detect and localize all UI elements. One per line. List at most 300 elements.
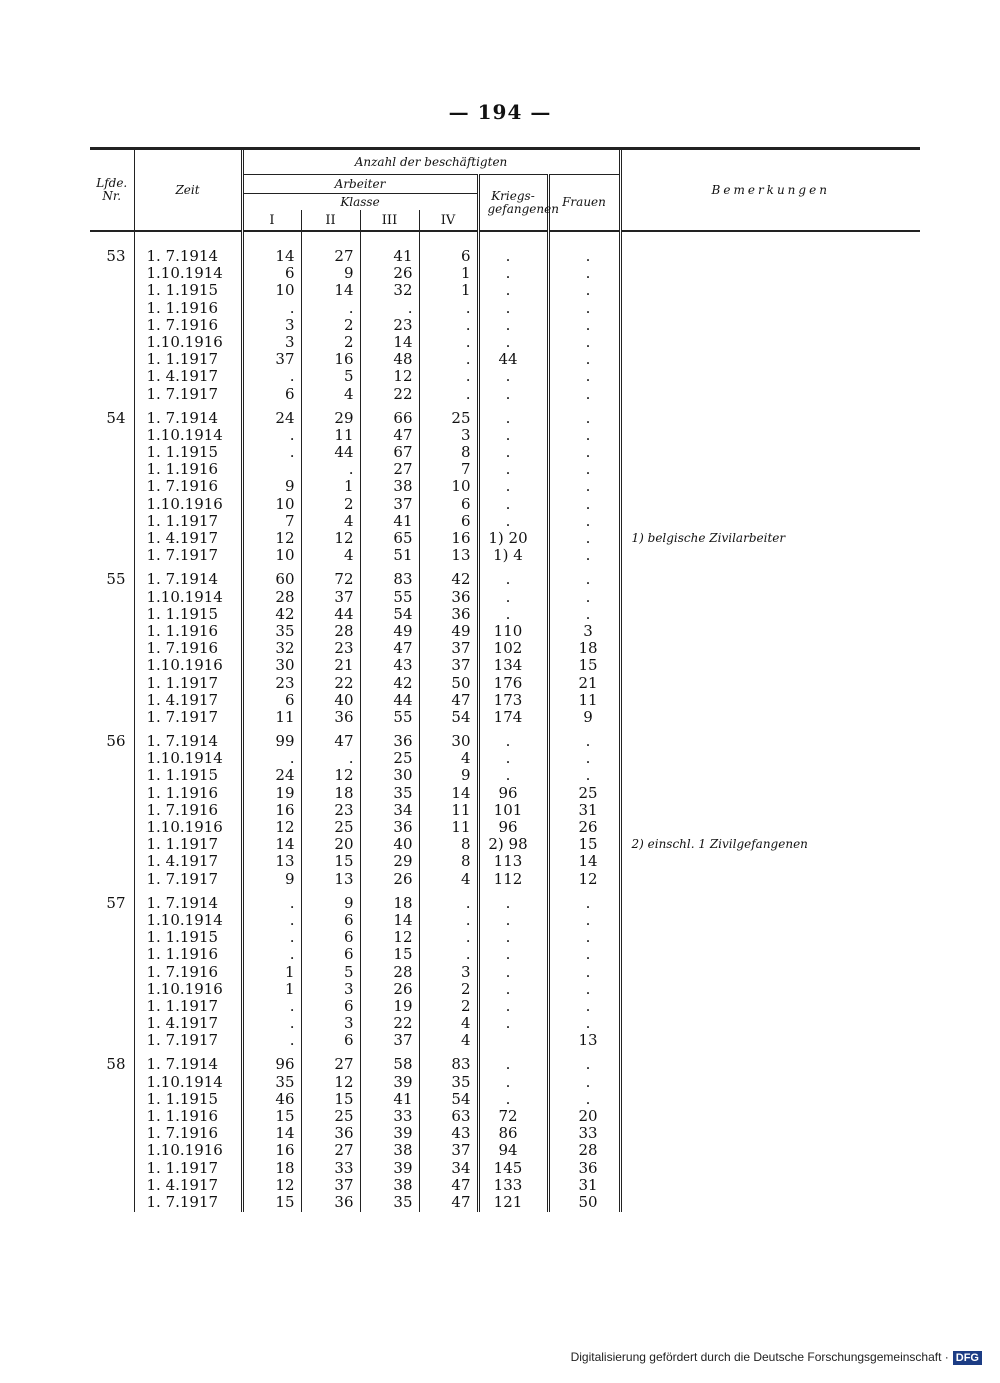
cell-date: 1. 7.1916 — [134, 964, 242, 981]
cell-bem — [620, 478, 920, 495]
cell-kg: . — [478, 1074, 548, 1091]
cell-fr: 3 — [548, 623, 620, 640]
table-row — [90, 1160, 920, 1177]
cell-bem — [620, 410, 920, 427]
cell-k3: 26 — [360, 265, 419, 282]
cell-date: 1. 7.1917 — [134, 871, 242, 888]
cell-fr: . — [548, 513, 620, 530]
cell-k2: 13 — [301, 871, 360, 888]
cell-date: 1.10.1914 — [134, 589, 242, 606]
cell-kg: . — [478, 317, 548, 334]
cell-kg: . — [478, 964, 548, 981]
cell-k3: 14 — [360, 334, 419, 351]
cell-lfd-nr — [90, 368, 134, 385]
cell-bem — [620, 606, 920, 623]
cell-bem — [620, 802, 920, 819]
cell-k4: 36 — [419, 589, 478, 606]
cell-kg: . — [478, 998, 548, 1015]
cell-k1: 10 — [242, 282, 301, 299]
cell-kg: . — [478, 571, 548, 588]
cell-bem — [620, 1091, 920, 1108]
cell-kg: 72 — [478, 1108, 548, 1125]
cell-bem — [620, 623, 920, 640]
cell-lfd-nr — [90, 282, 134, 299]
cell-lfd-nr: 56 — [106, 732, 126, 751]
cell-k3: 58 — [360, 1056, 419, 1073]
cell-bem — [620, 1056, 920, 1073]
cell-kg: 112 — [478, 871, 548, 888]
cell-k1: 24 — [242, 767, 301, 784]
cell-k4: 8 — [419, 444, 478, 461]
cell-lfd-nr — [90, 300, 134, 317]
cell-kg: . — [478, 589, 548, 606]
footer-note — [571, 1350, 982, 1365]
cell-lfd-nr — [90, 1160, 134, 1177]
header-class-1: I — [242, 210, 301, 231]
cell-lfd-nr — [90, 981, 134, 998]
cell-kg: . — [478, 750, 548, 767]
cell-fr: . — [548, 496, 620, 513]
page-number-value: 194 — [477, 100, 523, 124]
cell-k4: 8 — [419, 836, 478, 853]
cell-k4: 35 — [419, 1074, 478, 1091]
cell-k3: 34 — [360, 802, 419, 819]
cell-k1: 12 — [242, 819, 301, 836]
cell-k2: 23 — [301, 802, 360, 819]
cell-kg: . — [478, 248, 548, 265]
cell-k4: 16 — [419, 530, 478, 547]
cell-bem — [620, 265, 920, 282]
cell-fr: 11 — [548, 692, 620, 709]
table-row — [90, 282, 920, 299]
cell-k4: . — [419, 351, 478, 368]
cell-k2: 27 — [301, 1142, 360, 1159]
cell-kg: 102 — [478, 640, 548, 657]
cell-lfd-nr — [90, 998, 134, 1015]
cell-k2: 12 — [301, 1074, 360, 1091]
cell-lfd-nr — [90, 265, 134, 282]
cell-kg: 1) 20 — [478, 530, 548, 547]
cell-k1: 30 — [242, 657, 301, 674]
cell-bem — [620, 750, 920, 767]
cell-bem — [620, 547, 920, 564]
table-row — [90, 496, 920, 513]
cell-k2: 11 — [301, 427, 360, 444]
cell-k4: . — [419, 300, 478, 317]
dfg-logo: DFG — [953, 1351, 982, 1365]
cell-k1: 19 — [242, 785, 301, 802]
cell-k1: 28 — [242, 589, 301, 606]
cell-date: 1. 7.1917 — [134, 386, 242, 403]
cell-k2: 44 — [301, 606, 360, 623]
cell-date: 1. 1.1917 — [134, 513, 242, 530]
table-row — [90, 802, 920, 819]
cell-k2: 2 — [301, 334, 360, 351]
cell-kg: 110 — [478, 623, 548, 640]
cell-date: 1. 7.1916 — [134, 640, 242, 657]
cell-k4: 63 — [419, 1108, 478, 1125]
cell-lfd-nr — [90, 640, 134, 657]
cell-bem — [620, 496, 920, 513]
cell-k3: 37 — [360, 1032, 419, 1049]
cell-k1: 1 — [242, 964, 301, 981]
cell-k3: 38 — [360, 1177, 419, 1194]
cell-kg: 96 — [478, 785, 548, 802]
header-class-2: II — [301, 210, 360, 231]
cell-kg: 101 — [478, 802, 548, 819]
table-body — [90, 231, 920, 1212]
cell-k3: 29 — [360, 853, 419, 870]
cell-fr: . — [548, 733, 620, 750]
cell-date: 1. 1.1915 — [134, 1091, 242, 1108]
cell-k2: 6 — [301, 912, 360, 929]
cell-lfd-nr — [90, 461, 134, 478]
cell-lfd-nr — [90, 785, 134, 802]
cell-lfd-nr — [90, 1194, 134, 1212]
cell-k2: 6 — [301, 929, 360, 946]
cell-fr: . — [548, 1015, 620, 1032]
cell-date: 1.10.1916 — [134, 334, 242, 351]
cell-date: 1. 7.1914 — [134, 895, 242, 912]
cell-lfd-nr — [90, 853, 134, 870]
cell-k2: 12 — [301, 767, 360, 784]
cell-k4: 3 — [419, 964, 478, 981]
cell-k2: 6 — [301, 998, 360, 1015]
cell-k4: 13 — [419, 547, 478, 564]
cell-k2: 6 — [301, 1032, 360, 1049]
table-row — [90, 895, 920, 912]
cell-bem — [620, 368, 920, 385]
cell-k1: 13 — [242, 853, 301, 870]
cell-lfd-nr — [90, 606, 134, 623]
cell-fr: . — [548, 334, 620, 351]
cell-bem — [620, 895, 920, 912]
cell-k3: 55 — [360, 709, 419, 726]
header-klasse: Klasse — [242, 194, 478, 211]
cell-k1 — [242, 461, 301, 478]
cell-k4: . — [419, 386, 478, 403]
cell-lfd-nr — [90, 547, 134, 564]
cell-date: 1.10.1914 — [134, 265, 242, 282]
cell-date: 1. 1.1915 — [134, 606, 242, 623]
cell-k2: 47 — [301, 733, 360, 750]
cell-k3: 19 — [360, 998, 419, 1015]
cell-date: 1. 1.1917 — [134, 836, 242, 853]
cell-kg: . — [478, 513, 548, 530]
table-row — [90, 946, 920, 963]
cell-k4: 6 — [419, 248, 478, 265]
table-row — [90, 657, 920, 674]
cell-kg: . — [478, 496, 548, 513]
cell-k3: 12 — [360, 929, 419, 946]
cell-k2: . — [301, 750, 360, 767]
cell-date: 1. 7.1914 — [134, 571, 242, 588]
cell-k2: 29 — [301, 410, 360, 427]
cell-date: 1. 4.1917 — [134, 1015, 242, 1032]
cell-date: 1. 7.1916 — [134, 802, 242, 819]
cell-fr: 18 — [548, 640, 620, 657]
table-row — [90, 606, 920, 623]
cell-k2: . — [301, 461, 360, 478]
cell-lfd-nr — [90, 767, 134, 784]
cell-lfd-nr — [90, 317, 134, 334]
table-row — [90, 444, 920, 461]
cell-k3: 38 — [360, 478, 419, 495]
cell-lfd-nr — [90, 929, 134, 946]
table-row — [90, 819, 920, 836]
cell-k1: 18 — [242, 1160, 301, 1177]
cell-k2: 72 — [301, 571, 360, 588]
table-row — [90, 709, 920, 726]
header-bemerkungen: Bemerkungen — [620, 150, 920, 231]
cell-fr: . — [548, 589, 620, 606]
cell-k1: . — [242, 1032, 301, 1049]
cell-bem — [620, 871, 920, 888]
header-arbeiter: Arbeiter — [242, 175, 478, 194]
cell-fr: . — [548, 530, 620, 547]
cell-k1: 16 — [242, 802, 301, 819]
cell-date: 1. 1.1916 — [134, 300, 242, 317]
cell-date: 1. 7.1914 — [134, 248, 242, 265]
cell-fr: 14 — [548, 853, 620, 870]
cell-lfd-nr — [90, 513, 134, 530]
cell-bem — [620, 964, 920, 981]
table-row — [90, 427, 920, 444]
cell-bem — [620, 444, 920, 461]
cell-k1: 14 — [242, 1125, 301, 1142]
cell-date: 1.10.1914 — [134, 750, 242, 767]
cell-bem — [620, 853, 920, 870]
cell-fr: 15 — [548, 657, 620, 674]
table-row — [90, 571, 920, 588]
cell-bem — [620, 248, 920, 265]
cell-k1: 12 — [242, 530, 301, 547]
cell-date: 1. 1.1917 — [134, 1160, 242, 1177]
cell-lfd-nr — [90, 386, 134, 403]
cell-lfd-nr — [90, 964, 134, 981]
cell-fr: . — [548, 368, 620, 385]
table-row — [90, 1125, 920, 1142]
cell-date: 1. 1.1917 — [134, 351, 242, 368]
cell-bem — [620, 1125, 920, 1142]
cell-lfd-nr: 53 — [106, 247, 126, 265]
cell-lfd-nr: 55 — [106, 570, 126, 589]
cell-k3: 33 — [360, 1108, 419, 1125]
cell-fr: . — [548, 750, 620, 767]
table-row — [90, 998, 920, 1015]
cell-k3: 39 — [360, 1160, 419, 1177]
cell-bem — [620, 1194, 920, 1212]
cell-k3: 48 — [360, 351, 419, 368]
cell-kg: . — [478, 1056, 548, 1073]
cell-fr: . — [548, 547, 620, 564]
cell-k3: 26 — [360, 871, 419, 888]
cell-k2: 5 — [301, 964, 360, 981]
cell-date: 1. 1.1916 — [134, 1108, 242, 1125]
cell-bem — [620, 657, 920, 674]
cell-lfd-nr: 57 — [106, 893, 126, 912]
cell-k1: . — [242, 998, 301, 1015]
cell-bem — [620, 351, 920, 368]
cell-fr: . — [548, 461, 620, 478]
table-row — [90, 265, 920, 282]
cell-bem — [620, 513, 920, 530]
cell-kg: . — [478, 410, 548, 427]
cell-k4: 2 — [419, 998, 478, 1015]
cell-lfd-nr — [90, 589, 134, 606]
cell-k2: 1 — [301, 478, 360, 495]
cell-date: 1. 7.1916 — [134, 1125, 242, 1142]
cell-lfd-nr — [90, 819, 134, 836]
header-zeit: Zeit — [134, 150, 242, 231]
cell-k3: 65 — [360, 530, 419, 547]
cell-lfd-nr — [90, 478, 134, 495]
cell-k3: 47 — [360, 427, 419, 444]
cell-bem — [620, 1142, 920, 1159]
cell-k2: 37 — [301, 589, 360, 606]
table-row — [90, 410, 920, 427]
cell-kg: . — [478, 733, 548, 750]
cell-k4: 11 — [419, 819, 478, 836]
cell-lfd-nr — [90, 750, 134, 767]
cell-fr: . — [548, 351, 620, 368]
cell-bem — [620, 912, 920, 929]
table-row — [90, 461, 920, 478]
cell-bem — [620, 334, 920, 351]
cell-k4: 25 — [419, 410, 478, 427]
cell-kg: . — [478, 427, 548, 444]
employment-table-container — [90, 147, 920, 1212]
cell-lfd-nr — [90, 1177, 134, 1194]
cell-kg: . — [478, 1091, 548, 1108]
cell-k2: 36 — [301, 1194, 360, 1212]
table-row — [90, 317, 920, 334]
cell-lfd-nr — [90, 692, 134, 709]
header-class-3: III — [360, 210, 419, 231]
cell-k4: 7 — [419, 461, 478, 478]
cell-k4: 3 — [419, 427, 478, 444]
cell-k1: 42 — [242, 606, 301, 623]
cell-lfd-nr — [90, 1032, 134, 1049]
cell-kg: 174 — [478, 709, 548, 726]
cell-fr: . — [548, 895, 620, 912]
table-row — [90, 912, 920, 929]
cell-date: 1.10.1916 — [134, 1142, 242, 1159]
cell-kg: 173 — [478, 692, 548, 709]
cell-k4: 1 — [419, 265, 478, 282]
cell-fr: 12 — [548, 871, 620, 888]
cell-fr: . — [548, 571, 620, 588]
cell-k2: 28 — [301, 623, 360, 640]
cell-kg: 145 — [478, 1160, 548, 1177]
cell-fr: 21 — [548, 675, 620, 692]
cell-k1: 37 — [242, 351, 301, 368]
cell-kg: . — [478, 368, 548, 385]
cell-date: 1. 4.1917 — [134, 530, 242, 547]
cell-k2: 2 — [301, 496, 360, 513]
table-row — [90, 351, 920, 368]
cell-k4: 4 — [419, 750, 478, 767]
cell-kg: 96 — [478, 819, 548, 836]
cell-date: 1.10.1916 — [134, 657, 242, 674]
cell-k2: 12 — [301, 530, 360, 547]
cell-k1: . — [242, 895, 301, 912]
cell-k1: 12 — [242, 1177, 301, 1194]
cell-date: 1. 7.1914 — [134, 733, 242, 750]
cell-fr: . — [548, 964, 620, 981]
cell-k4: . — [419, 334, 478, 351]
cell-fr: 15 — [548, 836, 620, 853]
cell-date: 1. 7.1917 — [134, 709, 242, 726]
cell-k4: 34 — [419, 1160, 478, 1177]
cell-k1: 6 — [242, 265, 301, 282]
table-row — [90, 836, 920, 853]
cell-lfd-nr — [90, 871, 134, 888]
cell-kg: 86 — [478, 1125, 548, 1142]
cell-k2: 4 — [301, 386, 360, 403]
cell-k4: 83 — [419, 1056, 478, 1073]
header-lfd-nr: Lfde. Nr. — [90, 150, 134, 231]
cell-k4: 2 — [419, 981, 478, 998]
cell-k3: 51 — [360, 547, 419, 564]
cell-k2: 2 — [301, 317, 360, 334]
cell-bem — [620, 819, 920, 836]
cell-k2: 37 — [301, 1177, 360, 1194]
cell-bem — [620, 386, 920, 403]
cell-k3: 54 — [360, 606, 419, 623]
header-frauen: Frauen — [548, 175, 620, 232]
cell-fr: . — [548, 1091, 620, 1108]
cell-k3: 28 — [360, 964, 419, 981]
table-row — [90, 1142, 920, 1159]
cell-kg: 94 — [478, 1142, 548, 1159]
cell-k3: 32 — [360, 282, 419, 299]
cell-k3: 35 — [360, 785, 419, 802]
cell-bem — [620, 317, 920, 334]
cell-k3: 18 — [360, 895, 419, 912]
cell-k3: 39 — [360, 1125, 419, 1142]
cell-k3: 15 — [360, 946, 419, 963]
cell-bem — [620, 1160, 920, 1177]
cell-lfd-nr — [90, 709, 134, 726]
cell-k3: 22 — [360, 1015, 419, 1032]
table-row — [90, 300, 920, 317]
cell-k1: . — [242, 929, 301, 946]
table-row — [90, 1091, 920, 1108]
cell-date: 1. 7.1917 — [134, 1032, 242, 1049]
cell-date: 1.10.1914 — [134, 1074, 242, 1091]
cell-k1: 9 — [242, 871, 301, 888]
cell-fr: . — [548, 427, 620, 444]
cell-date: 1. 7.1916 — [134, 317, 242, 334]
cell-k4: 42 — [419, 571, 478, 588]
cell-k1: . — [242, 912, 301, 929]
cell-lfd-nr — [90, 946, 134, 963]
cell-k3: 47 — [360, 640, 419, 657]
cell-k1: 1 — [242, 981, 301, 998]
cell-k1: 46 — [242, 1091, 301, 1108]
cell-date: 1. 1.1915 — [134, 929, 242, 946]
cell-fr: . — [548, 929, 620, 946]
cell-bem — [620, 589, 920, 606]
cell-k4: . — [419, 368, 478, 385]
cell-date: 1.10.1914 — [134, 912, 242, 929]
cell-kg: . — [478, 265, 548, 282]
cell-date: 1. 1.1915 — [134, 767, 242, 784]
cell-k2: 4 — [301, 513, 360, 530]
cell-k3: 44 — [360, 692, 419, 709]
cell-fr: . — [548, 478, 620, 495]
